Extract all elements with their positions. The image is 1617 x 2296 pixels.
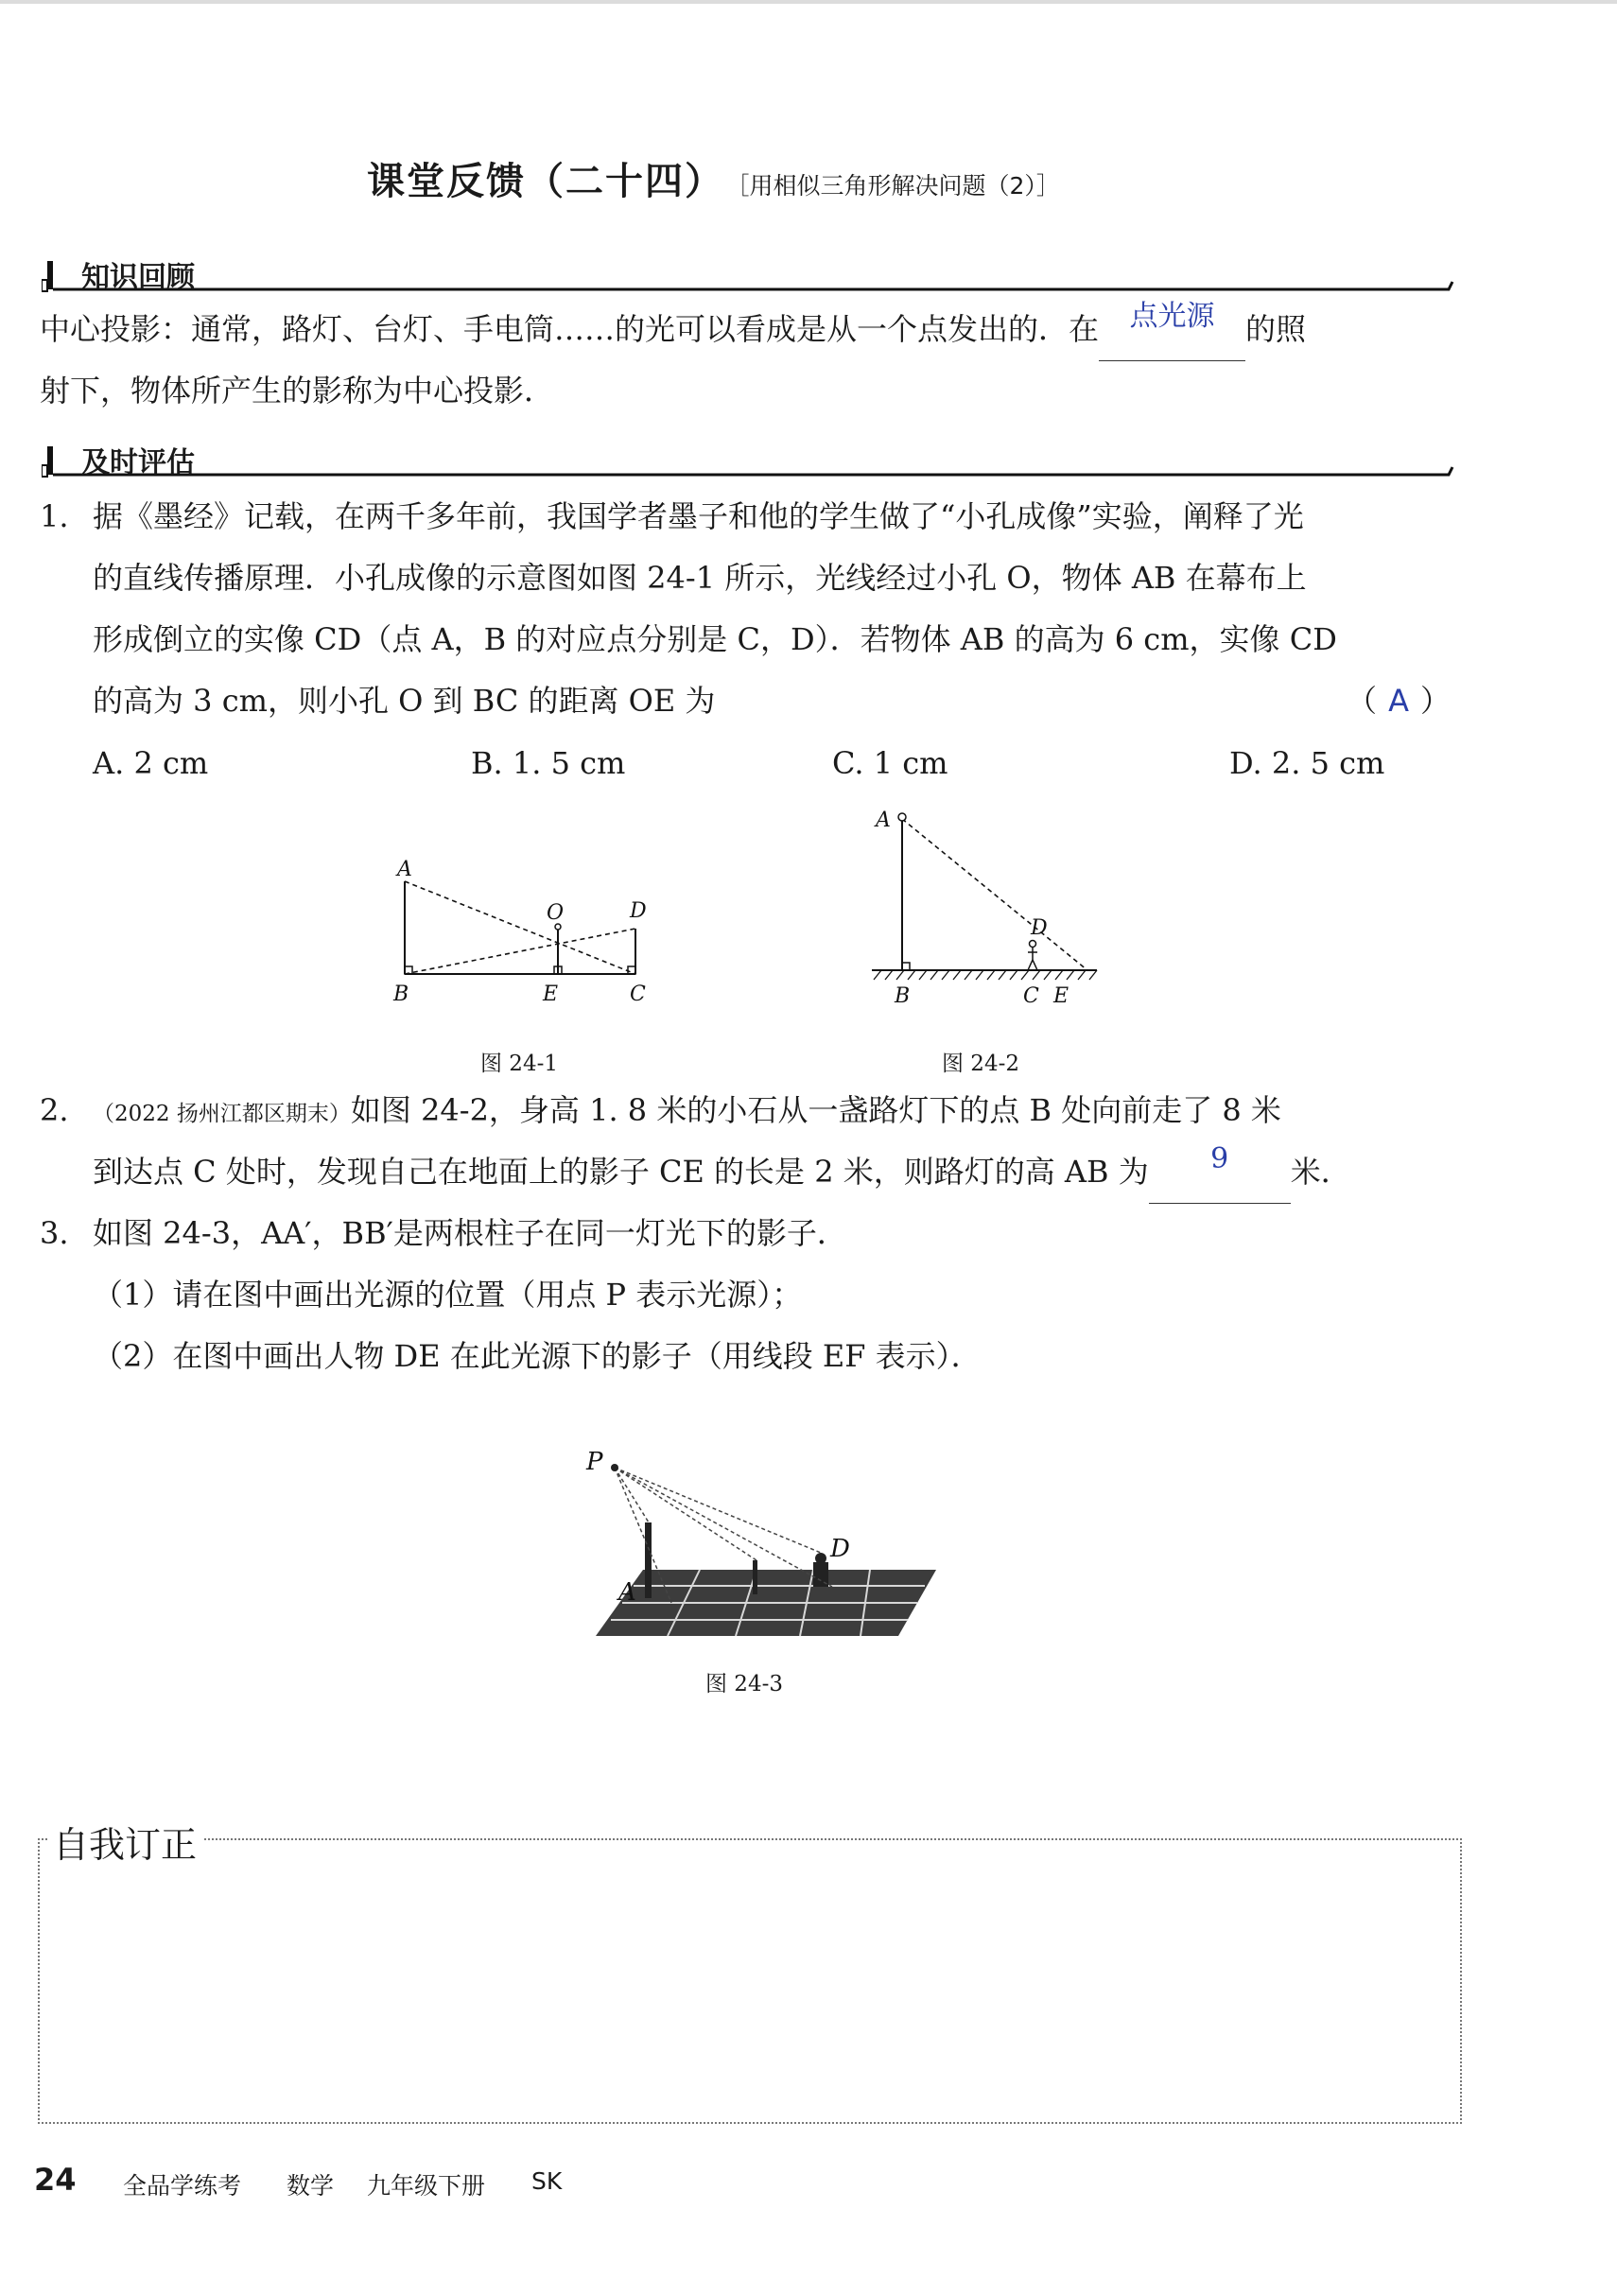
footer-subject: 数学 [287,2172,335,2200]
fig3-label-a: A [618,1578,636,1607]
lesson-title [367,151,1060,205]
title-main: 课堂反馈（二十四） [367,160,724,203]
footer-edition: SK [531,2167,563,2195]
assess-header-rule [42,443,1460,480]
figure-24-2 [861,804,1106,1012]
q2-line-2 [93,1141,1351,1204]
q1-answer-bracket[interactable]: （ A ） [1347,670,1451,732]
q2-source: （2022 扬州江都区期末） [93,1102,351,1126]
correction-box[interactable] [38,1838,1462,2124]
fig2-label-a: A [876,809,891,832]
title-subtitle: ［用相似三角形解决问题（2）］ [738,172,1060,200]
top-edge [0,0,1617,4]
q3-number: 3. [40,1215,69,1251]
figure-24-2-caption: 图 24-2 [942,1052,1019,1076]
person-icon [1028,941,1037,971]
fig1-label-e: E [543,983,559,1006]
review-heading: 知识回顾 [81,261,195,294]
q3-part-1: （1）请在图中画出光源的位置（用点 P 表示光源）； [93,1277,803,1313]
figure-24-3 [577,1437,955,1645]
q2-number: 2. [40,1092,69,1128]
q1-number: 1. [40,498,69,534]
q2-blank[interactable] [1149,1141,1291,1204]
footer-book: 全品学练考 [123,2172,242,2200]
q1-option-d[interactable]: D. 2. 5 cm [1229,745,1385,781]
review-line-1 [40,299,1306,361]
fig2-label-d: D [1031,916,1048,940]
fig2-label-e: E [1053,984,1069,1008]
review-text-b: 的照 [1245,311,1307,347]
fig2-label-b: B [895,984,911,1008]
review-header-rule [42,257,1460,295]
footer-grade: 九年级下册 [367,2172,486,2200]
review-blank[interactable] [1099,299,1245,361]
q1-answer: A [1388,683,1409,719]
fig3-label-d: D [830,1535,850,1563]
fig1-label-b: B [393,983,409,1006]
q2-text-1: 如图 24-2，身高 1. 8 米的小石从一盏路灯下的点 B 处向前走了 8 米 [350,1092,1281,1128]
fig3-label-p: P [586,1448,603,1476]
q1-line-2: 的直线传播原理．小孔成像的示意图如图 24-1 所示，光线经过小孔 O，物体 AB 在幕布上 [93,560,1307,596]
assess-heading: 及时评估 [81,446,195,479]
figure-24-1-caption: 图 24-1 [480,1052,558,1076]
q1-line-3: 形成倒立的实像 CD（点 A，B 的对应点分别是 C，D）．若物体 AB 的高为 6 cm，实像 CD [93,621,1337,657]
figure-24-3-caption: 图 24-3 [705,1672,783,1696]
fig2-label-c: C [1023,984,1039,1008]
q3-part-2: （2）在图中画出人物 DE 在此光源下的影子（用线段 EF 表示）． [93,1338,982,1374]
q1-option-a[interactable]: A. 2 cm [93,745,209,781]
q2-text-2b: 米． [1290,1154,1351,1190]
review-line-2: 射下，物体所产生的影称为中心投影． [40,373,555,409]
q2-line-1 [93,1080,1281,1145]
review-blank-answer: 点光源 [1129,300,1215,333]
review-text-a: 中心投影：通常，路灯、台灯、手电筒……的光可以看成是从一个点发出的．在 [40,311,1100,347]
q1-line-4: 的高为 3 cm，则小孔 O 到 BC 的距离 OE 为 [93,683,716,719]
figure-24-1 [388,851,662,1012]
q1-line-1: 据《墨经》记载，在两千多年前，我国学者墨子和他的学生做了“小孔成像”实验，阐释了光 [93,498,1304,534]
page-number: 24 [34,2162,77,2198]
q2-blank-answer: 9 [1210,1142,1229,1175]
fig1-label-d: D [630,899,647,923]
q1-option-c[interactable]: C. 1 cm [832,745,948,781]
q1-option-b[interactable]: B. 1. 5 cm [471,745,626,781]
fig1-label-o: O [547,901,565,925]
fig1-label-c: C [630,983,646,1006]
q3-line-1: 如图 24-3，AA′，BB′是两根柱子在同一灯光下的影子． [93,1215,847,1251]
fig1-label-a: A [397,858,412,881]
correction-heading: 自我订正 [47,1816,202,1868]
q2-text-2a: 到达点 C 处时，发现自己在地面上的影子 CE 的长是 2 米，则路灯的高 AB 为 [93,1154,1149,1190]
